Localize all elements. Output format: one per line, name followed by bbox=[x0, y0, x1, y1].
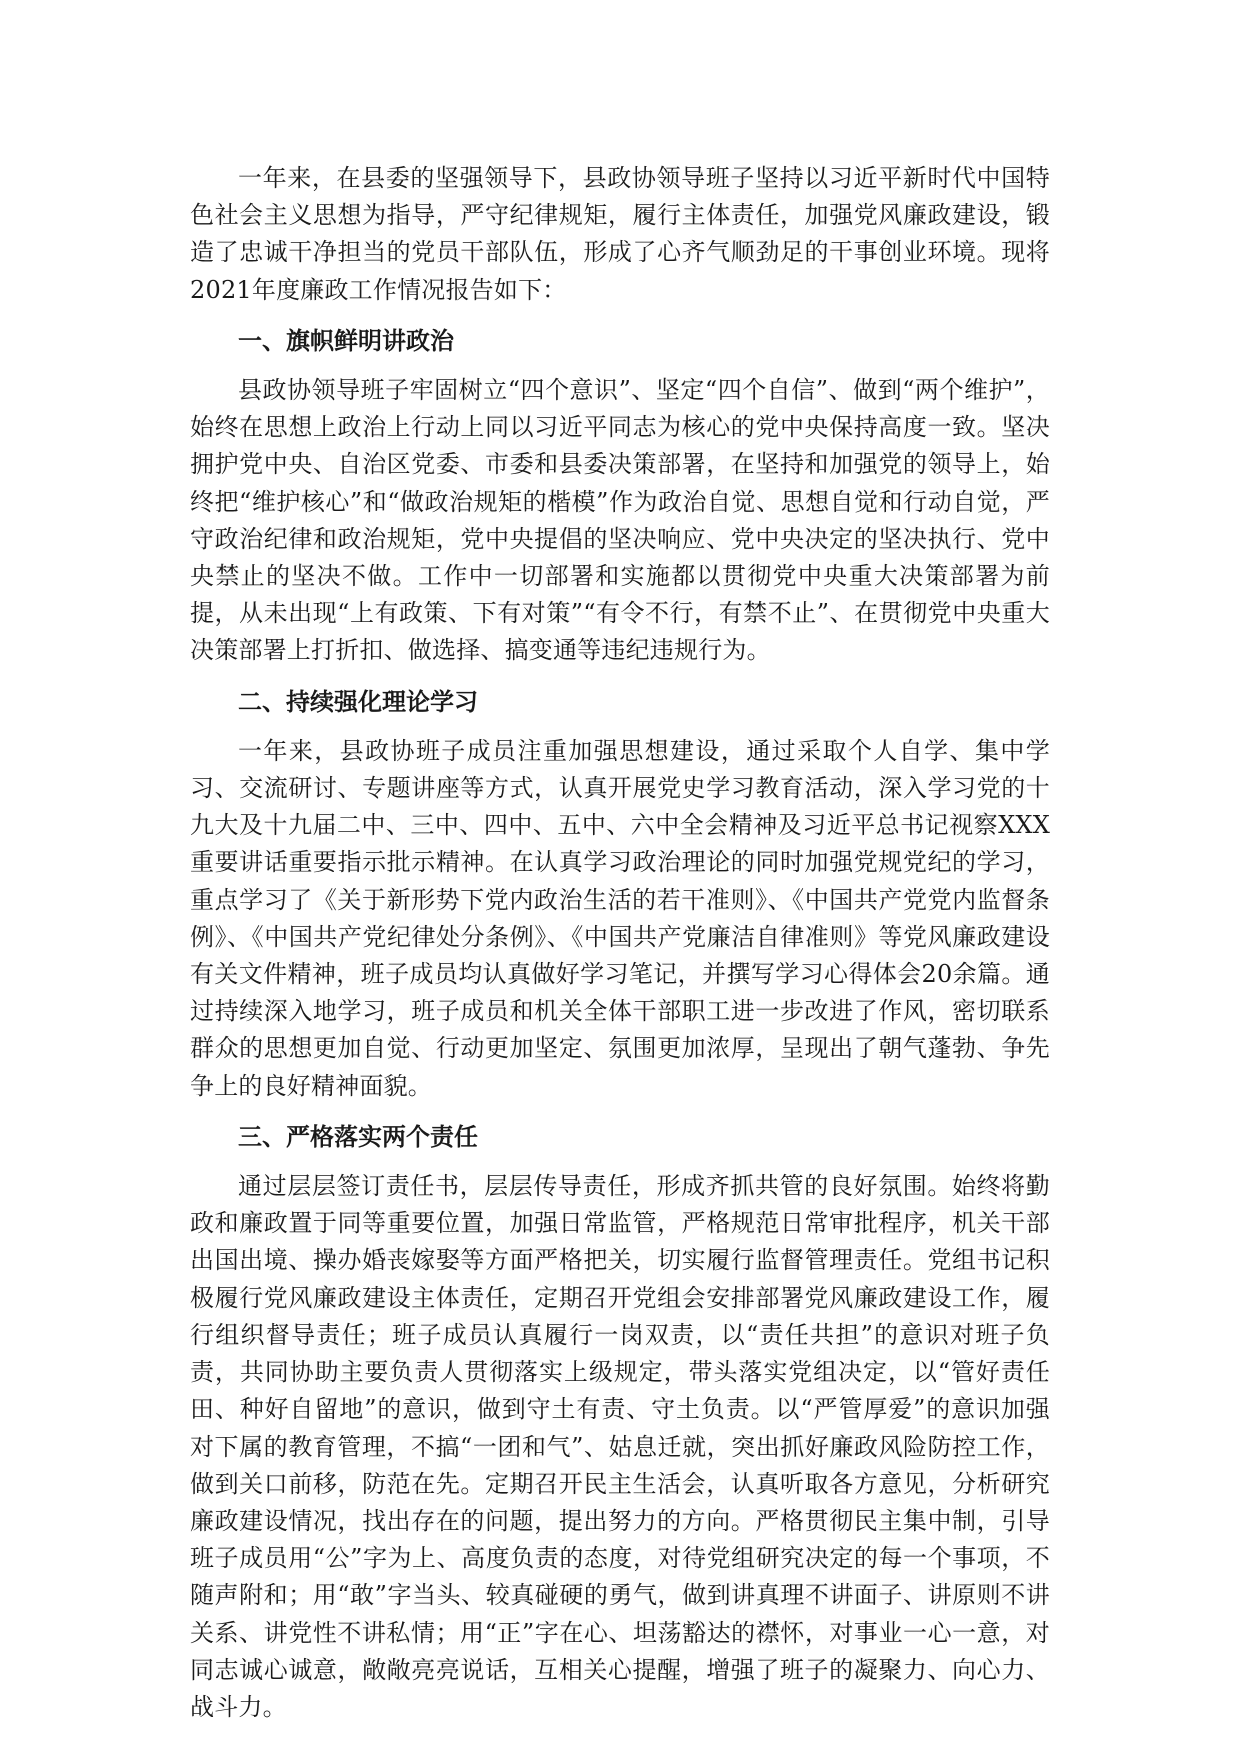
section-heading-3: 三、严格落实两个责任 bbox=[238, 1121, 478, 1151]
section-body-1: 县政协领导班子牢固树立“四个意识”、坚定“四个自信”、做到“两个维护”，始终在思想上政治上行动上同以习近平同志为核心的党中央保持高度一致。坚决拥护党中央、自治区党委、市委和县委决策部署，在坚持和加强党的领导上，始终把“维护核心”和“做政治规矩的楷模”作为政治自觉、思想自觉和行动自觉，严守政治纪律和政治规矩，党中央提倡的坚决响应、党中央决定的坚决执行、党中央禁止的坚决不做。工作中一切部署和实施都以贯彻党中央重大决策部署为前提，从未出现“上有政策、下有对策”“有令不行，有禁不止”、在贯彻党中央重大决策部署上打折扣、做选择、搞变通等违纪违规行为。 bbox=[190, 376, 1050, 665]
intro-paragraph: 一年来，在县委的坚强领导下，县政协领导班子坚持以习近平新时代中国特色社会主义思想为指导，严守纪律规矩，履行主体责任，加强党风廉政建设，锻造了忠诚干净担当的党员干部队伍，形成了心齐气顺劲足的干事创业环境。现将2021年度廉政工作情况报告如下： bbox=[190, 164, 1050, 304]
section-body-2: 一年来，县政协班子成员注重加强思想建设，通过采取个人自学、集中学习、交流研讨、专题讲座等方式，认真开展党史学习教育活动，深入学习党的十九大及十九届二中、三中、四中、五中、六中全会精神及习近平总书记视察XXX重要讲话重要指示批示精神。在认真学习政治理论的同时加强党规党纪的学习，重点学习了《关于新形势下党内政治生活的若干准则》、《中国共产党党内监督条例》、《中国共产党纪律处分条例》、《中国共产党廉洁自律准则》等党风廉政建设有关文件精神，班子成员均认真做好学习笔记，并撰写学习心得体会20余篇。通过持续深入地学习，班子成员和机关全体干部职工进一步改进了作风，密切联系群众的思想更加自觉、行动更加坚定、氛围更加浓厚，呈现出了朝气蓬勃、争先争上的良好精神面貌。 bbox=[190, 736, 1050, 1100]
section-body-3: 通过层层签订责任书，层层传导责任，形成齐抓共管的良好氛围。始终将勤政和廉政置于同等重要位置，加强日常监管，严格规范日常审批程序，机关干部出国出境、操办婚丧嫁娶等方面严格把关，切实履行监督管理责任。党组书记积极履行党风廉政建设主体责任，定期召开党组会安排部署党风廉政建设工作，履行组织督导责任；班子成员认真履行一岗双责，以“责任共担”的意识对班子负责，共同协助主要负责人贯彻落实上级规定，带头落实党组决定，以“管好责任田、种好自留地”的意识，做到守土有责、守土负责。以“严管厚爱”的意识加强对下属的教育管理，不搞“一团和气”、姑息迁就，突出抓好廉政风险防控工作，做到关口前移，防范在先。定期召开民主生活会，认真听取各方意见，分析研究廉政建设情况，找出存在的问题，提出努力的方向。严格贯彻民主集中制，引导班子成员用“公”字为上、高度负责的态度，对待党组研究决定的每一个事项，不随声附和；用“敢”字当头、较真碰硬的勇气，做到讲真理不讲面子、讲原则不讲关系、讲党性不讲私情；用“正”字在心、坦荡豁达的襟怀，对事业一心一意，对同志诚心诚意，敞敞亮亮说话，互相关心提醒，增强了班子的凝聚力、向心力、战斗力。 bbox=[190, 1172, 1050, 1721]
document-page bbox=[190, 160, 1050, 1726]
section-heading-2: 二、持续强化理论学习 bbox=[238, 686, 478, 716]
section-heading-1: 一、旗帜鲜明讲政治 bbox=[238, 325, 454, 355]
